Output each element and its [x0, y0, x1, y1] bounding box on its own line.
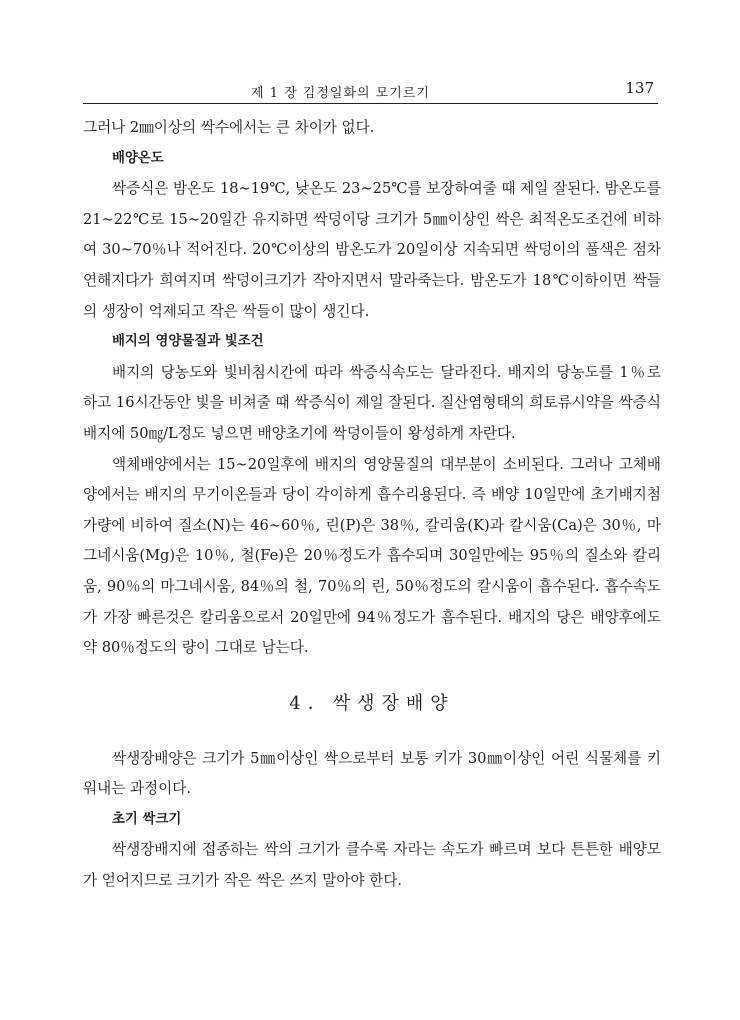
page-number: 137: [625, 79, 654, 97]
intro-paragraph: 그러나 2㎜이상의 싹수에서는 큰 차이가 없다.: [83, 119, 375, 136]
heading-nutrients-light: 배지의 영양물질과 빛조건: [112, 334, 264, 350]
paragraph-shoot-size: 싹생장배지에 접종하는 싹의 크기가 클수록 자라는 속도가 빠르며 보다 튼튼한 배양모가 얻어지므로 크기가 작은 싹은 쓰지 말아야 한다.: [83, 841, 661, 890]
paragraph-shoot-growth: 싹생장배양은 크기가 5㎜이상인 싹으로부터 보통 키가 30㎜이상인 어린 식물체를 키워내는 과정이다.: [83, 749, 661, 798]
section-title: 4．싹생장배양: [289, 692, 455, 714]
paragraph-nutrients: 배지의 당농도와 빛비침시간에 따라 싹증식속도는 달라진다. 배지의 당농도를 1％로 하고 16시간동안 빛을 비쳐줄 때 싹증식이 제일 잘된다. 질산염형태의 희토류시약을 싹증식배지에 50㎎/L정도 넣으면 배양초기에 싹덩이들이 왕성하게 자란다.: [83, 363, 661, 442]
heading-culture-temperature: 배양온도: [112, 150, 164, 166]
page-body: [83, 113, 661, 897]
heading-initial-shoot-size: 초기 싹크기: [112, 811, 182, 827]
paragraph-temperature: 싹증식은 밤온도 18∼19℃, 낮온도 23∼25℃를 보장하여줄 때 제일 잘된다. 밤온도를 21∼22℃로 15∼20일간 유지하면 싹덩이당 크기가 5㎜이상인 싹은 최적온도조건에 비하여 30∼70％나 적어진다. 20℃이상의 밤온도가 20일이상 지속되면 싹덩이의 풀색은 점차 연해지다가 희여지며 싹덩이크기가 작아지면서 말라죽는다. 밤온도가 18℃이하이면 싹들의 생장이 억제되고 작은 싹들이 많이 생긴다.: [83, 180, 661, 320]
running-header: [83, 78, 658, 104]
header-rule: [83, 103, 658, 104]
paragraph-absorption: 액체배양에서는 15∼20일후에 배지의 영양물질의 대부분이 소비된다. 그러나 고체배양에서는 배지의 무기이온들과 당이 각이하게 흡수리용된다. 즉 배양 10일만에 초기배지첨가량에 비하여 질소(N)는 46∼60％, 린(P)은 38％, 칼리움(K)과 칼시움(Ca)은 30％, 마그네시움(Mg)은 10％, 철(Fe)은 20％정도가 흡수되며 30일만에는 95％의 질소와 칼리움, 90％의 마그네시움, 84％의 철, 70％의 린, 50％정도의 칼시움이 흡수된다. 흡수속도가 가장 빠른것은 칼리움으로서 20일만에 94％정도가 흡수된다. 배지의 당은 배양후에도 약 80％정도의 량이 그대로 남는다.: [83, 455, 661, 657]
chapter-title: 제 1 장 김정일화의 모기르기: [251, 86, 430, 101]
